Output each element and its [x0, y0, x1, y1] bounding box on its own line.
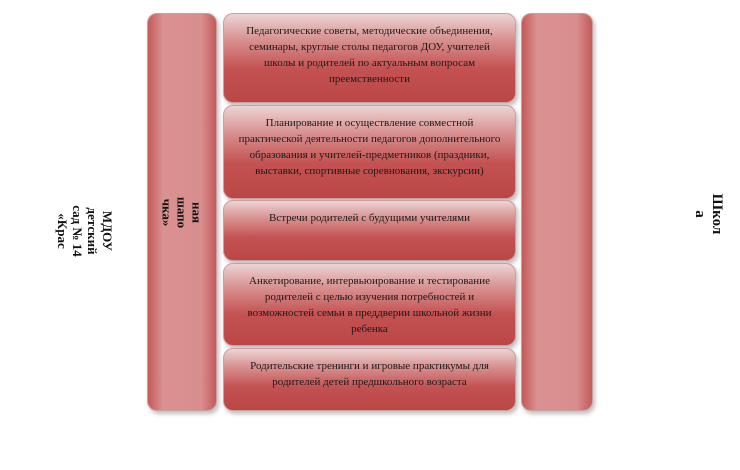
activity-box-joint-activity: [223, 105, 516, 199]
activity-text: Встречи родителей с будущими учителями: [269, 212, 470, 224]
school-label: Школ а: [692, 193, 725, 235]
activity-box-parent-meetings: [223, 200, 516, 261]
activity-box-surveys: [223, 263, 516, 346]
school-bar: [521, 13, 593, 411]
activity-box-trainings: [223, 348, 516, 411]
activity-text: Родительские тренинги и игровые практикумы для родителей детей предшкольного возраста: [250, 360, 489, 388]
activity-text: Педагогические советы, методические объединения, семинары, круглые столы педагогов ДОУ, учителей школы и родителей по актуальным вопросам преемственности: [246, 25, 493, 85]
activity-text: Планирование и осуществление совместной практической деятельности педагогов дополнительного образования и учителей-предметников (праздники, выставки, спортивные соревнования, экскурсии): [238, 117, 501, 177]
activity-box-councils: [223, 13, 516, 103]
kindergarten-label-continued: ная шапо чка»: [159, 196, 205, 229]
activity-text: Анкетирование, интервьюирование и тестирование родителей с целью изучения потребностей и возможностей семьи в преддверии школьной жизни ребенка: [247, 275, 492, 335]
kindergarten-label: МДОУ детский сад № 14 «Крас: [55, 205, 115, 257]
